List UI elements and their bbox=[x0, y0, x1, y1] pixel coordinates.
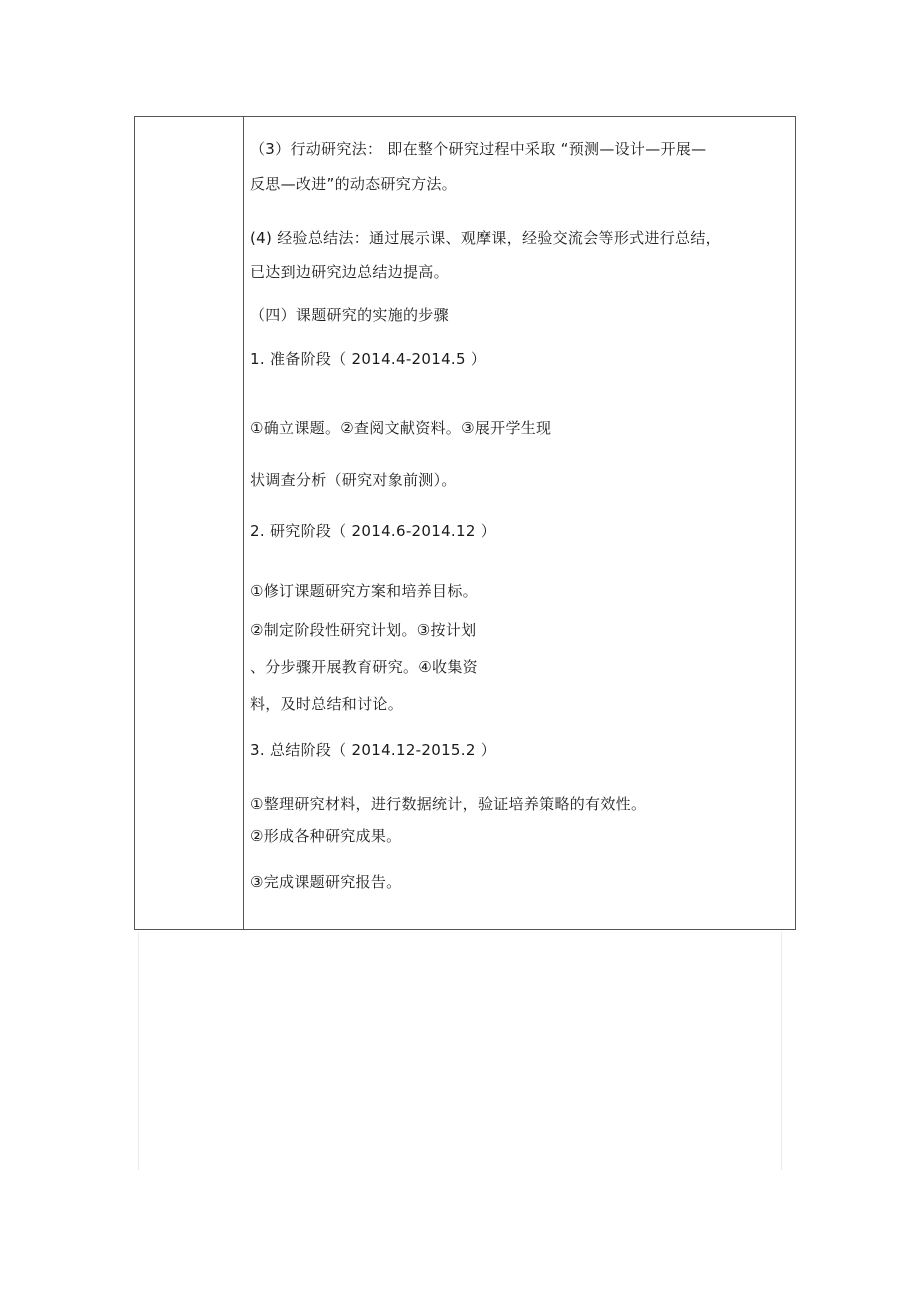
stage-3-text-a: ①整理研究材料，进行数据统计，验证培养策略的有效性。 bbox=[250, 795, 647, 813]
stage-2-text-d: 料，及时总结和讨论。 bbox=[250, 695, 404, 713]
stage-1-heading: 1. 准备阶段（ 2014.4-2014.5 ） bbox=[250, 350, 487, 368]
stage-3-heading: 3. 总结阶段（ 2014.12-2015.2 ） bbox=[250, 741, 497, 759]
section-heading-steps: （四）课题研究的实施的步骤 bbox=[250, 306, 449, 324]
text-line-method-3a: （3）行动研究法： 即在整个研究过程中采取 “预测—设计—开展— bbox=[250, 140, 707, 158]
left-empty-cell bbox=[135, 117, 243, 929]
stage-3-text-c: ③完成课题研究报告。 bbox=[250, 873, 402, 891]
faint-right-rule bbox=[781, 932, 782, 1170]
text-line-method-3b: 反思—改进”的动态研究方法。 bbox=[250, 175, 457, 193]
stage-2-text-c: 、分步骤开展教育研究。④收集资 bbox=[250, 658, 478, 676]
column-divider bbox=[243, 117, 244, 929]
stage-3-text-b: ②形成各种研究成果。 bbox=[250, 827, 402, 845]
text-line-method-4a: (4) 经验总结法：通过展示课、观摩课，经验交流会等形式进行总结， bbox=[250, 229, 721, 247]
text-line-method-4b: 已达到边研究边总结边提高。 bbox=[250, 263, 449, 281]
stage-1-text-b: 状调查分析（研究对象前测）。 bbox=[250, 471, 457, 489]
stage-2-text-a: ①修订课题研究方案和培养目标。 bbox=[250, 582, 478, 600]
stage-2-heading: 2. 研究阶段（ 2014.6-2014.12 ） bbox=[250, 522, 497, 540]
faint-left-rule bbox=[138, 932, 139, 1170]
stage-2-text-b: ②制定阶段性研究计划。③按计划 bbox=[250, 621, 477, 639]
stage-1-text-a: ①确立课题。②查阅文献资料。③展开学生现 bbox=[250, 419, 552, 437]
